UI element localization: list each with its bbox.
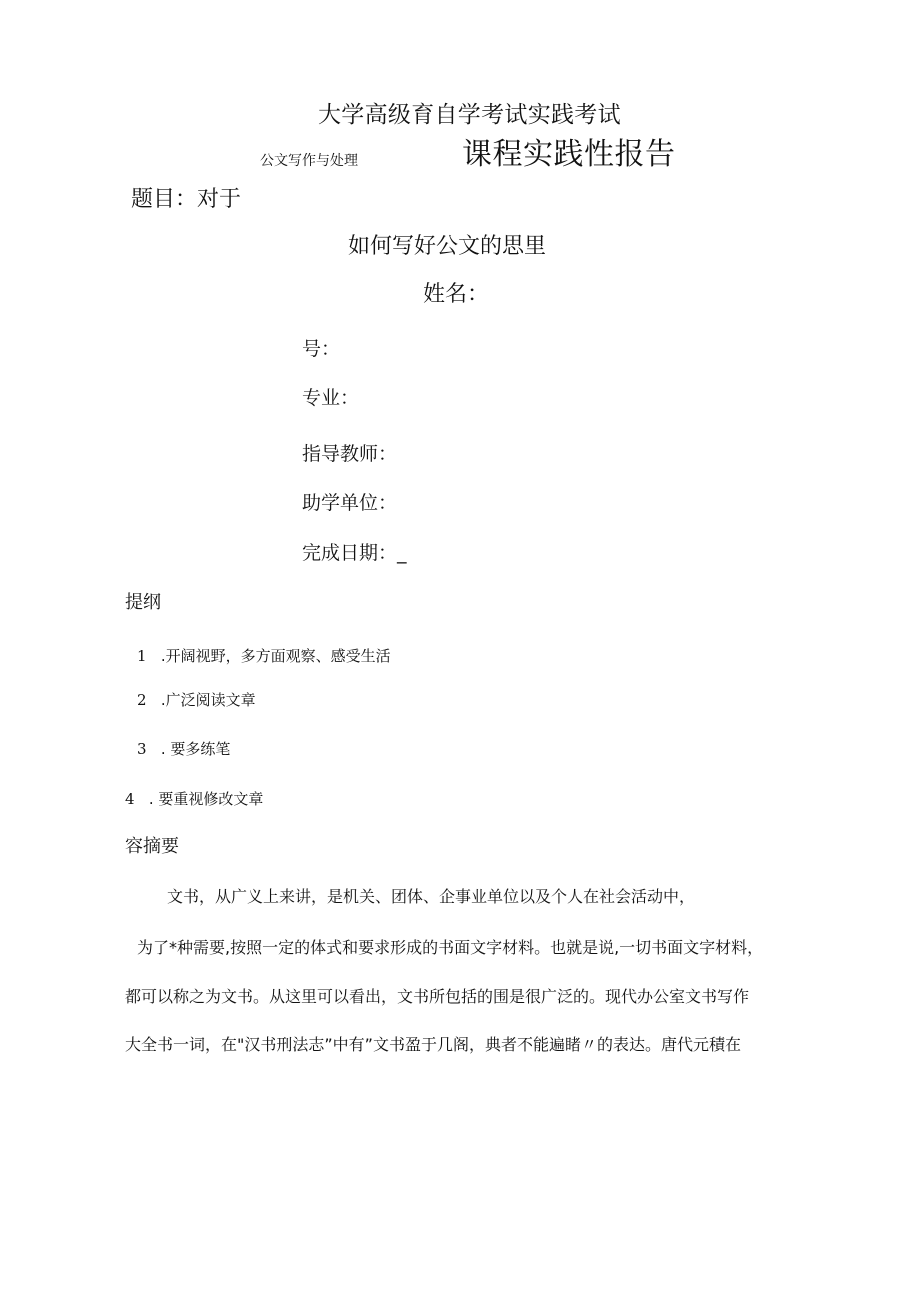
outline-item-text: . 要重视修改文章 (148, 790, 264, 808)
major-field: 专业： (302, 387, 360, 409)
student-number-field: 号： (302, 338, 341, 360)
teacher-field: 指导教师： (302, 443, 398, 465)
outline-item-number: 1 (137, 647, 147, 665)
abstract-line: 都可以称之为文书。从这里可以看出，文书所包括的围是很广泛的。现代办公室文书写作 (125, 987, 750, 1006)
exam-title: 大学高级育自学考试实践考试 (318, 102, 621, 128)
abstract-heading: 容摘要 (125, 836, 179, 857)
outline-item-text: .广泛阅读文章 (160, 691, 256, 709)
outline-item (137, 693, 256, 708)
unit-field: 助学单位： (302, 492, 398, 514)
outline-item-text: . 要多练笔 (160, 740, 231, 758)
topic-text: 如何写好公文的思里 (348, 234, 547, 259)
outline-item-number: 2 (137, 691, 147, 709)
outline-item-number: 4 (125, 790, 135, 808)
report-title: 课程实践性报告 (462, 137, 676, 172)
abstract-line: 大全书一词，在"汉书刑法志”中有”文书盈于几阁，典者不能遍睹〃的表达。唐代元積在 (125, 1035, 741, 1054)
name-field: 姓名： (423, 282, 490, 307)
course-name: 公文写作与处理 (260, 153, 358, 169)
outline-item (125, 792, 263, 807)
outline-item-text: .开阔视野，多方面观察、感受生活 (160, 647, 391, 665)
abstract-line: 文书，从广义上来讲，是机关、团体、企事业单位以及个人在社会活动中， (167, 887, 696, 906)
outline-item (137, 742, 230, 757)
date-field: 完成日期：_ (302, 542, 407, 564)
outline-item-number: 3 (137, 740, 147, 758)
abstract-line: 为了*种需要,按照一定的体式和要求形成的书面文字材料。也就是说,一切书面文字材料， (137, 938, 764, 957)
outline-heading: 提纲 (125, 592, 161, 613)
topic-label: 题目：对于 (131, 187, 242, 212)
outline-item (137, 649, 391, 664)
